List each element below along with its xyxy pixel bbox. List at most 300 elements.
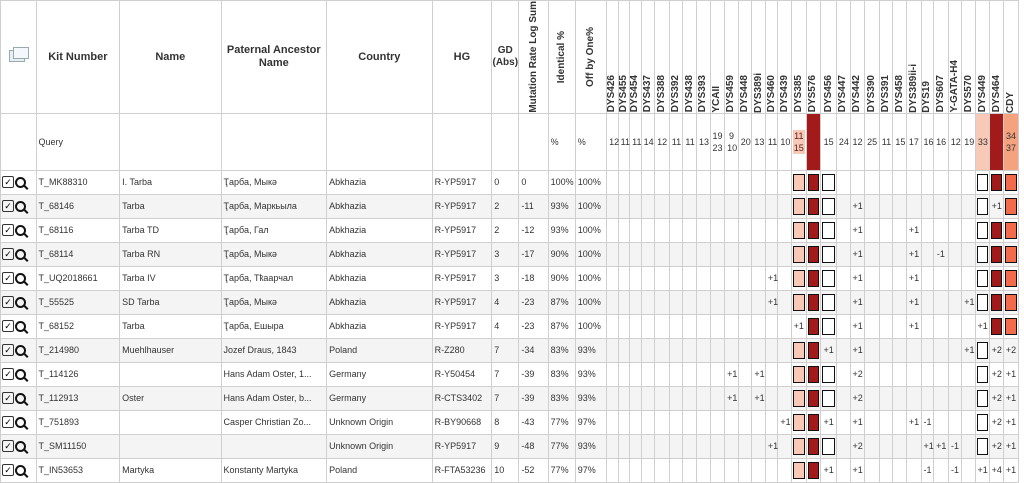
ancestor-cell: Ҭарба, Тҟаарчал [221,266,327,290]
kit-number-cell: T_MK88310 [36,170,120,194]
marker-header[interactable]: CDY [1004,1,1019,114]
query-marker-value: 25 [865,113,880,170]
marker-cell [821,218,837,242]
checkbox-icon[interactable]: ✓ [2,416,14,428]
magnifier-icon[interactable] [15,321,26,332]
magnifier-icon[interactable] [15,465,26,476]
table-row[interactable] [1,266,1019,290]
marker-cell [655,314,670,338]
marker-cell [738,410,752,434]
marker-cell [778,170,792,194]
off-by-one-header[interactable]: Off by One% [575,1,606,114]
marker-cell [806,194,821,218]
marker-match-box [822,198,835,215]
table-row[interactable] [1,218,1019,242]
marker-cell [738,290,752,314]
marker-cell [710,170,725,194]
marker-cell: +2 [990,386,1004,410]
marker-cell [962,170,976,194]
marker-match-box [822,318,835,335]
marker-cell [962,434,976,458]
marker-cell [710,218,725,242]
marker-cell [607,386,618,410]
table-row[interactable] [1,314,1019,338]
offbyone-cell: 100% [575,242,606,266]
marker-cell [696,362,710,386]
marker-cell: +1 [921,434,934,458]
name-cell [120,434,221,458]
marker-cell [710,410,725,434]
checkbox-icon[interactable]: ✓ [2,392,14,404]
kit-number-cell: T_68152 [36,314,120,338]
marker-cell [765,362,778,386]
hg-cell: R-Z280 [432,338,492,362]
query-marker-value: 17 [906,113,921,170]
marker-cell [765,410,778,434]
checkbox-icon[interactable]: ✓ [2,440,14,452]
marker-cell [962,266,976,290]
marker-cell [821,170,837,194]
marker-cell [906,338,921,362]
marker-match-box [977,390,989,407]
marker-cell [792,434,807,458]
checkbox-icon[interactable]: ✓ [2,272,14,284]
marker-cell: +2 [850,386,865,410]
kit-number-cell: T_68116 [36,218,120,242]
marker-cell [669,290,683,314]
marker-cell [934,458,949,482]
identical-header[interactable]: Identical % [548,1,575,114]
query-marker-value: 11 [879,113,893,170]
checkbox-icon[interactable]: ✓ [2,344,14,356]
marker-cell [607,338,618,362]
marker-header[interactable]: DYS442 [850,1,865,114]
marker-cell [806,386,821,410]
marker-cell [725,170,739,194]
marker-cell [655,218,670,242]
marker-header[interactable]: DYS437 [641,1,655,114]
marker-cell [607,194,618,218]
table-row[interactable] [1,242,1019,266]
marker-cell [948,386,962,410]
marker-match-box [977,294,989,311]
marker-cell [836,410,850,434]
hg-cell: R-YP5917 [432,290,492,314]
row-select-cell[interactable] [1,194,37,218]
marker-cell [710,434,725,458]
table-row[interactable] [1,458,1019,482]
marker-cell [865,338,880,362]
hg-cell: R-YP5917 [432,170,492,194]
marker-header[interactable]: DYS459 [725,1,739,114]
marker-match-box [793,294,805,311]
marker-header[interactable]: DYS454 [630,1,641,114]
checkbox-icon[interactable]: ✓ [2,320,14,332]
marker-match-box [991,318,1002,335]
ancestor-cell: Ҭарба, Мыкә [221,242,327,266]
identical-cell: 100% [548,170,575,194]
marker-cell: +1 [906,290,921,314]
marker-cell [893,410,907,434]
marker-match-box [1005,318,1017,335]
row-select-cell[interactable] [1,170,37,194]
marker-cell [710,242,725,266]
marker-cell [683,170,697,194]
magnifier-icon[interactable] [15,345,26,356]
marker-header[interactable]: Y-GATA-H4 [948,1,962,114]
marker-cell [683,194,697,218]
mutation-cell: -23 [519,290,548,314]
name-header[interactable]: Name [120,1,221,114]
marker-header[interactable]: DYS390 [865,1,880,114]
row-select-cell[interactable] [1,410,37,434]
kit-number-cell: T_214980 [36,338,120,362]
marker-cell: +1 [850,458,865,482]
marker-cell [752,338,766,362]
checkbox-icon[interactable]: ✓ [2,296,14,308]
mutation-cell: -52 [519,458,548,482]
marker-cell [975,266,990,290]
marker-cell [865,218,880,242]
marker-cell [607,218,618,242]
marker-match-box [977,438,989,455]
offbyone-cell: 100% [575,218,606,242]
marker-header[interactable]: DYS389i [752,1,766,114]
kit-number-cell: T_112913 [36,386,120,410]
marker-header[interactable]: DYS388 [655,1,670,114]
marker-cell [821,434,837,458]
gd-cell: 10 [492,458,519,482]
offbyone-cell: 97% [575,410,606,434]
marker-cell [725,434,739,458]
marker-cell [738,314,752,338]
marker-cell: +1 [1004,386,1019,410]
row-select-cell[interactable] [1,434,37,458]
marker-header[interactable]: DYS460 [765,1,778,114]
marker-cell [630,338,641,362]
magnifier-icon[interactable] [15,225,26,236]
marker-cell [752,458,766,482]
marker-cell: +1 [962,290,976,314]
marker-match-box [991,270,1002,287]
marker-cell [962,194,976,218]
identical-cell: 87% [548,314,575,338]
gd-header[interactable]: GD (Abs) [492,1,519,114]
marker-cell [836,434,850,458]
marker-cell: +2 [990,434,1004,458]
checkbox-icon[interactable]: ✓ [2,200,14,212]
marker-header[interactable]: YCAII [710,1,725,114]
marker-cell [921,338,934,362]
offbyone-cell: 93% [575,338,606,362]
table-row[interactable] [1,410,1019,434]
marker-cell [921,266,934,290]
marker-header[interactable]: DYS439 [778,1,792,114]
marker-cell [765,338,778,362]
marker-cell [934,170,949,194]
marker-cell [879,434,893,458]
marker-cell [725,290,739,314]
marker-header[interactable]: DYS464 [990,1,1004,114]
marker-cell [618,410,629,434]
checkbox-icon[interactable]: ✓ [2,248,14,260]
marker-cell [865,314,880,338]
marker-cell [1004,266,1019,290]
table-row[interactable] [1,170,1019,194]
marker-cell [921,386,934,410]
marker-header[interactable]: DYS447 [836,1,850,114]
marker-cell [879,338,893,362]
marker-cell [618,218,629,242]
marker-cell [962,410,976,434]
gd-cell: 2 [492,218,519,242]
kit-number-cell: T_UQ2018661 [36,266,120,290]
mutation-cell: -39 [519,362,548,386]
kit-number-header[interactable]: Kit Number [36,1,120,114]
marker-cell [792,290,807,314]
checkbox-icon[interactable]: ✓ [2,176,14,188]
row-select-cell[interactable] [1,386,37,410]
marker-header[interactable]: DYS607 [934,1,949,114]
marker-match-box [977,222,989,239]
marker-cell [806,458,821,482]
paternal-ancestor-header[interactable]: Paternal Ancestor Name [221,1,327,114]
kit-number-cell: T_751893 [36,410,120,434]
marker-cell [1004,314,1019,338]
marker-cell [962,242,976,266]
row-select-cell[interactable] [1,314,37,338]
marker-cell: +1 [850,314,865,338]
marker-cell [630,362,641,386]
kit-number-cell: T_IN53653 [36,458,120,482]
table-row[interactable] [1,338,1019,362]
marker-cell [655,266,670,290]
marker-match-box [977,414,989,431]
marker-cell [683,266,697,290]
name-cell: Tarba [120,194,221,218]
marker-match-box [1005,174,1017,191]
magnifier-icon[interactable] [15,297,26,308]
marker-cell [879,170,893,194]
marker-match-box [808,438,820,455]
marker-cell [879,362,893,386]
mutation-cell: -11 [519,194,548,218]
gd-cell: 4 [492,314,519,338]
marker-header[interactable]: DYS448 [738,1,752,114]
ancestor-cell [221,434,327,458]
row-select-cell[interactable] [1,362,37,386]
query-marker-value: 13 [752,113,766,170]
row-select-cell[interactable] [1,266,37,290]
marker-cell: +1 [725,386,739,410]
marker-cell: +1 [752,362,766,386]
offbyone-cell: 93% [575,362,606,386]
marker-header[interactable]: DYS389ii-i [906,1,921,114]
magnifier-icon[interactable] [15,441,26,452]
marker-cell [655,386,670,410]
mutation-cell: -17 [519,242,548,266]
marker-cell: +1 [906,266,921,290]
marker-cell [865,386,880,410]
marker-header[interactable]: DYS455 [618,1,629,114]
marker-header[interactable]: DYS449 [975,1,990,114]
marker-match-box [991,222,1002,239]
magnifier-icon[interactable] [15,393,26,404]
marker-cell: +1 [906,410,921,434]
country-header[interactable]: Country [327,1,433,114]
marker-cell: +1 [906,314,921,338]
multi-select-icon[interactable] [7,47,29,63]
hg-cell: R-YP5917 [432,218,492,242]
marker-cell: +1 [850,338,865,362]
magnifier-icon[interactable] [15,249,26,260]
country-cell: Unknown Origin [327,434,433,458]
marker-cell [683,386,697,410]
marker-match-box [793,222,805,239]
magnifier-icon[interactable] [15,177,26,188]
magnifier-icon[interactable] [15,417,26,428]
gd-cell: 7 [492,338,519,362]
header-row [1,1,1019,114]
marker-cell [893,290,907,314]
select-all-header[interactable] [1,1,37,114]
marker-cell: +1 [765,434,778,458]
table-row[interactable] [1,386,1019,410]
marker-cell [669,434,683,458]
gd-cell: 7 [492,362,519,386]
marker-cell [738,218,752,242]
table-row[interactable] [1,434,1019,458]
marker-cell [836,266,850,290]
marker-cell [962,362,976,386]
marker-cell [975,410,990,434]
marker-match-box [808,270,820,287]
marker-cell: -1 [934,242,949,266]
marker-cell [710,386,725,410]
marker-header[interactable]: DYS393 [696,1,710,114]
marker-cell: -1 [948,434,962,458]
marker-cell [738,338,752,362]
marker-cell [641,386,655,410]
marker-cell [738,458,752,482]
marker-header[interactable]: DYS458 [893,1,907,114]
magnifier-icon[interactable] [15,369,26,380]
marker-cell: +1 [1004,434,1019,458]
marker-cell [738,170,752,194]
table-row[interactable] [1,194,1019,218]
marker-cell [618,290,629,314]
table-row[interactable] [1,362,1019,386]
checkbox-icon[interactable]: ✓ [2,224,14,236]
marker-cell [655,338,670,362]
marker-cell [806,410,821,434]
marker-cell [836,170,850,194]
marker-cell [948,362,962,386]
magnifier-icon[interactable] [15,201,26,212]
row-select-cell[interactable] [1,218,37,242]
marker-header[interactable]: DYS391 [879,1,893,114]
marker-cell [821,314,837,338]
country-cell: Abkhazia [327,242,433,266]
marker-cell [765,458,778,482]
marker-cell [618,242,629,266]
marker-cell [696,218,710,242]
mutation-rate-header[interactable]: Mutation Rate Log Sum [519,1,548,114]
marker-header[interactable]: DYS426 [607,1,618,114]
marker-cell [765,218,778,242]
row-select-cell[interactable] [1,338,37,362]
country-cell: Poland [327,458,433,482]
marker-cell [821,242,837,266]
marker-header[interactable]: DYS392 [669,1,683,114]
marker-match-box [808,318,820,335]
offbyone-cell: 100% [575,290,606,314]
marker-cell [696,314,710,338]
checkbox-icon[interactable]: ✓ [2,368,14,380]
table-row[interactable] [1,290,1019,314]
marker-cell [865,266,880,290]
marker-cell [630,266,641,290]
country-cell: Poland [327,338,433,362]
marker-cell [879,218,893,242]
marker-header[interactable]: DYS576 [806,1,821,114]
marker-cell [1004,290,1019,314]
marker-cell [655,290,670,314]
name-cell [120,410,221,434]
marker-header[interactable]: DYS385 [792,1,807,114]
marker-header[interactable]: DYS456 [821,1,837,114]
ancestor-cell: Ҭарба, Ешыра [221,314,327,338]
row-select-cell[interactable] [1,458,37,482]
query-marker-value: 11 [669,113,683,170]
marker-cell [1004,218,1019,242]
marker-cell [725,218,739,242]
marker-cell [752,290,766,314]
marker-cell [836,386,850,410]
marker-match-box [793,270,805,287]
marker-header[interactable]: DYS438 [683,1,697,114]
marker-match-box [793,366,805,383]
marker-cell [641,314,655,338]
hg-header[interactable]: HG [432,1,492,114]
marker-cell [696,410,710,434]
name-cell: Tarba TD [120,218,221,242]
marker-cell [865,242,880,266]
marker-cell [696,242,710,266]
marker-cell [607,362,618,386]
marker-cell [893,218,907,242]
marker-match-box [991,246,1002,263]
marker-cell [1004,242,1019,266]
marker-header[interactable]: DYS19 [921,1,934,114]
checkbox-icon[interactable]: ✓ [2,464,14,476]
marker-cell: +1 [934,434,949,458]
magnifier-icon[interactable] [15,273,26,284]
marker-header[interactable]: DYS570 [962,1,976,114]
marker-cell [934,266,949,290]
marker-cell [921,362,934,386]
marker-cell [865,194,880,218]
marker-cell [921,170,934,194]
ancestor-cell: Hans Adam Oster, b... [221,386,327,410]
marker-cell [630,314,641,338]
marker-cell [765,170,778,194]
row-select-cell[interactable] [1,242,37,266]
row-select-cell[interactable] [1,290,37,314]
marker-cell [792,242,807,266]
marker-cell [879,410,893,434]
marker-cell [778,218,792,242]
